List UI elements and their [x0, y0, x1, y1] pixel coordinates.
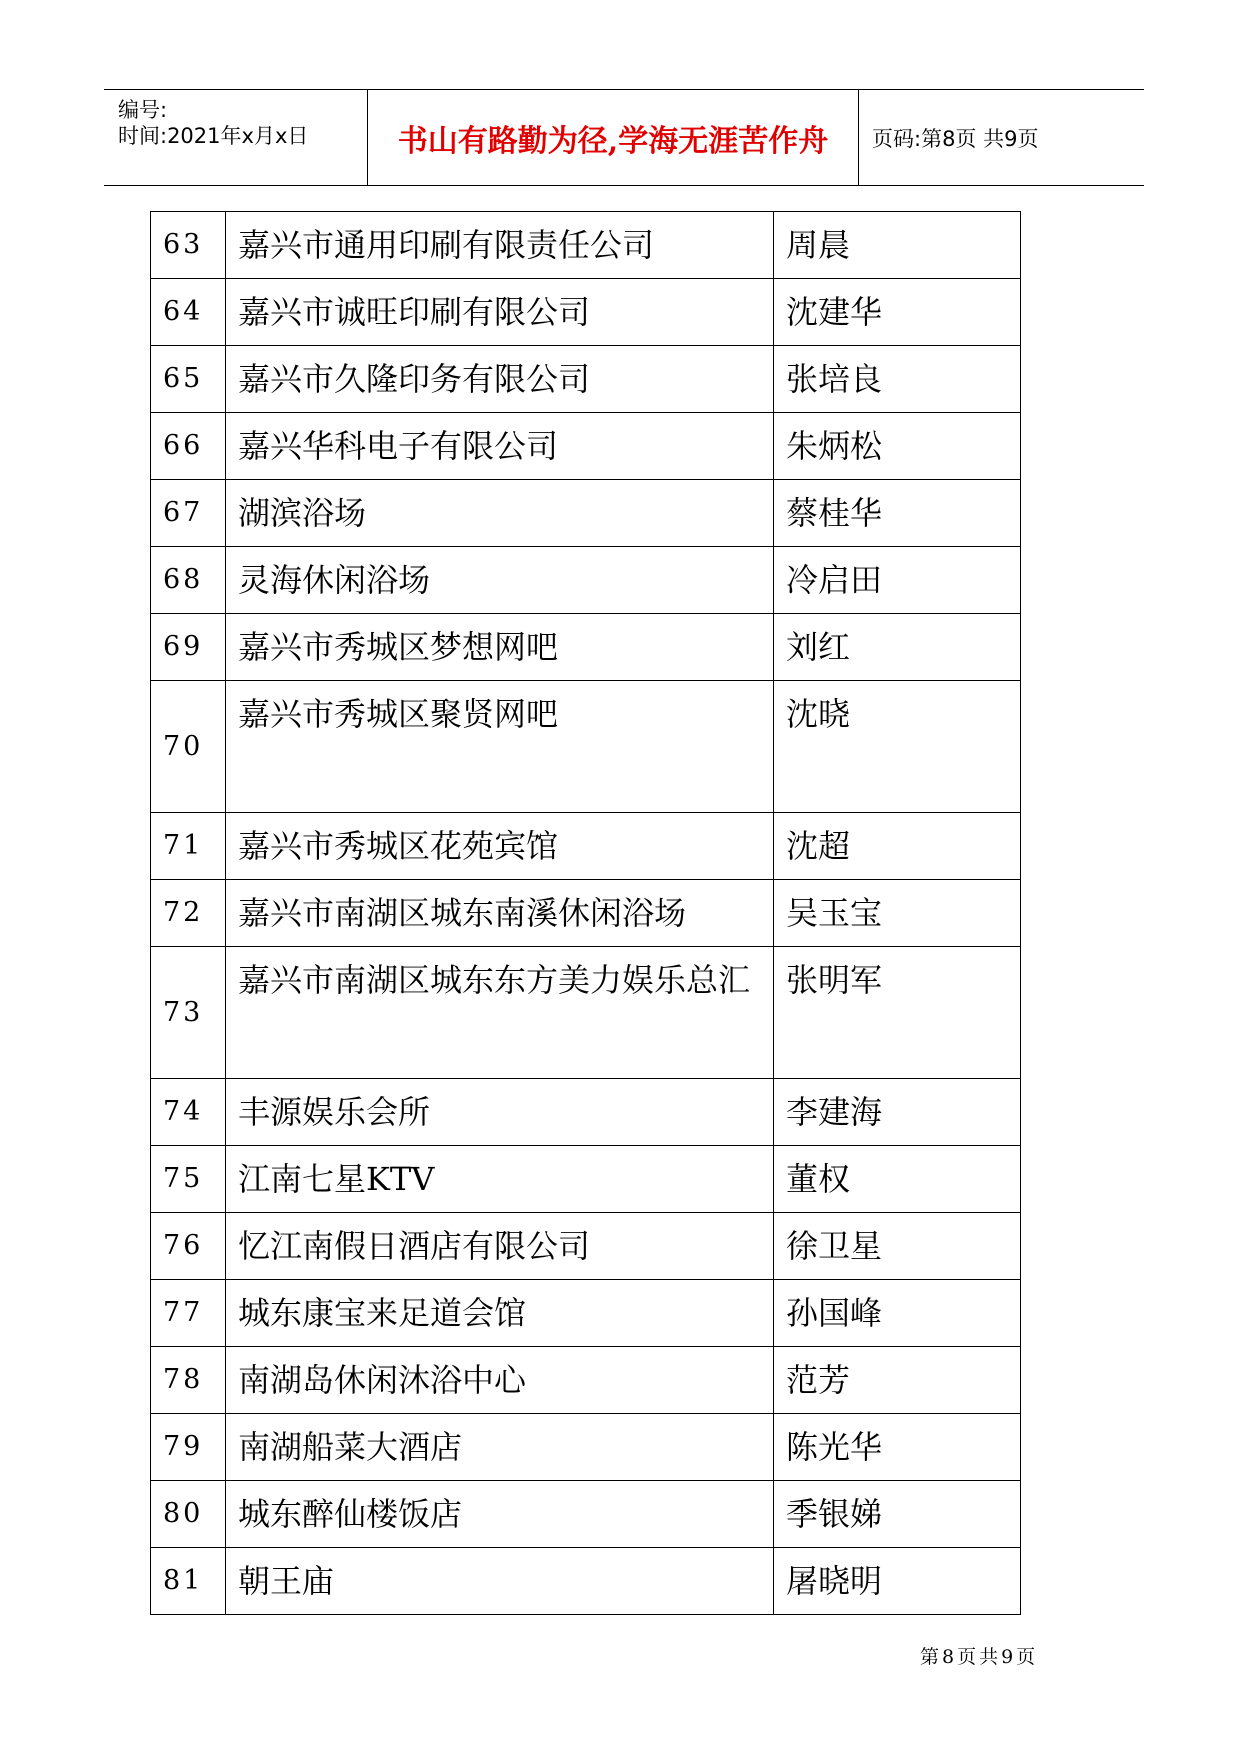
page-footer: 第8页共9页 — [920, 1646, 1039, 1668]
representative-name: 冷启田 — [774, 547, 1021, 614]
table-row — [151, 346, 1021, 413]
row-number: 69 — [151, 614, 226, 681]
row-number: 81 — [151, 1548, 226, 1615]
row-number: 66 — [151, 413, 226, 480]
table-row — [151, 681, 1021, 813]
header-page-cell — [860, 90, 1144, 185]
table-row — [151, 480, 1021, 547]
representative-name: 季银娣 — [774, 1481, 1021, 1548]
row-number: 68 — [151, 547, 226, 614]
company-name: 嘉兴市诚旺印刷有限公司 — [226, 279, 774, 346]
company-name: 南湖船菜大酒店 — [226, 1414, 774, 1481]
representative-name: 沈建华 — [774, 279, 1021, 346]
table-row — [151, 1146, 1021, 1213]
row-number: 77 — [151, 1280, 226, 1347]
company-name: 嘉兴市南湖区城东南溪休闲浴场 — [226, 880, 774, 947]
row-number: 78 — [151, 1347, 226, 1414]
table-row — [151, 813, 1021, 880]
table-row — [151, 413, 1021, 480]
table-row — [151, 212, 1021, 279]
table-row — [151, 947, 1021, 1079]
table-row — [151, 1079, 1021, 1146]
representative-name: 朱炳松 — [774, 413, 1021, 480]
representative-name: 李建海 — [774, 1079, 1021, 1146]
row-number: 71 — [151, 813, 226, 880]
representative-name: 张明军 — [774, 947, 1021, 1079]
document-number-label: 编号: — [118, 98, 168, 122]
table-row — [151, 279, 1021, 346]
company-name: 江南七星KTV — [226, 1146, 774, 1213]
company-name: 城东康宝来足道会馆 — [226, 1280, 774, 1347]
row-number: 79 — [151, 1414, 226, 1481]
company-name: 嘉兴市秀城区花苑宾馆 — [226, 813, 774, 880]
row-number: 80 — [151, 1481, 226, 1548]
row-number: 63 — [151, 212, 226, 279]
table-row — [151, 1481, 1021, 1548]
representative-name: 蔡桂华 — [774, 480, 1021, 547]
representative-name: 张培良 — [774, 346, 1021, 413]
header-page-number: 页码:第8页 共9页 — [872, 127, 1039, 151]
company-name: 嘉兴市秀城区梦想网吧 — [226, 614, 774, 681]
representative-name: 陈光华 — [774, 1414, 1021, 1481]
row-number: 70 — [151, 681, 226, 813]
row-number: 76 — [151, 1213, 226, 1280]
table-row — [151, 1347, 1021, 1414]
representative-name: 董权 — [774, 1146, 1021, 1213]
representative-name: 沈超 — [774, 813, 1021, 880]
motto-text: 书山有路勤为径,学海无涯苦作舟 — [397, 124, 829, 159]
company-name: 嘉兴市秀城区聚贤网吧 — [226, 681, 774, 813]
representative-name: 屠晓明 — [774, 1548, 1021, 1615]
company-name: 灵海休闲浴场 — [226, 547, 774, 614]
row-number: 74 — [151, 1079, 226, 1146]
table-row — [151, 547, 1021, 614]
representative-name: 周晨 — [774, 212, 1021, 279]
company-name: 朝王庙 — [226, 1548, 774, 1615]
company-name: 嘉兴市久隆印务有限公司 — [226, 346, 774, 413]
representative-name: 吴玉宝 — [774, 880, 1021, 947]
representative-name: 孙国峰 — [774, 1280, 1021, 1347]
page-header — [104, 89, 1144, 186]
company-name: 嘉兴华科电子有限公司 — [226, 413, 774, 480]
representative-name: 刘红 — [774, 614, 1021, 681]
table-row — [151, 614, 1021, 681]
company-name: 南湖岛休闲沐浴中心 — [226, 1347, 774, 1414]
row-number: 67 — [151, 480, 226, 547]
row-number: 64 — [151, 279, 226, 346]
company-name: 丰源娱乐会所 — [226, 1079, 774, 1146]
table-row — [151, 880, 1021, 947]
table-row — [151, 1548, 1021, 1615]
table-row — [151, 1213, 1021, 1280]
header-motto-cell — [368, 90, 859, 185]
row-number: 65 — [151, 346, 226, 413]
header-info-cell — [104, 90, 368, 185]
table-row — [151, 1414, 1021, 1481]
company-name: 嘉兴市通用印刷有限责任公司 — [226, 212, 774, 279]
representative-name: 范芳 — [774, 1347, 1021, 1414]
row-number: 73 — [151, 947, 226, 1079]
company-name: 忆江南假日酒店有限公司 — [226, 1213, 774, 1280]
representative-name: 沈晓 — [774, 681, 1021, 813]
company-name: 湖滨浴场 — [226, 480, 774, 547]
company-name: 城东醉仙楼饭店 — [226, 1481, 774, 1548]
row-number: 75 — [151, 1146, 226, 1213]
representative-name: 徐卫星 — [774, 1213, 1021, 1280]
company-table — [150, 211, 1021, 1615]
table-row — [151, 1280, 1021, 1347]
document-time-label: 时间:2021年x月x日 — [118, 124, 309, 148]
company-name: 嘉兴市南湖区城东东方美力娱乐总汇 — [226, 947, 774, 1079]
row-number: 72 — [151, 880, 226, 947]
